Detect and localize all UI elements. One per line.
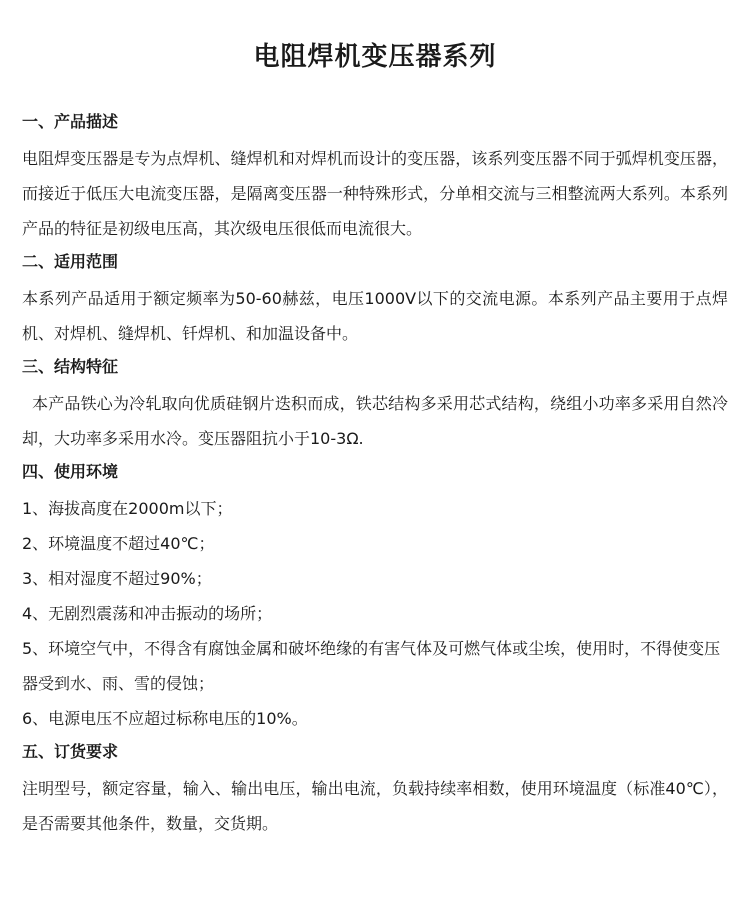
section-heading: 一、产品描述 xyxy=(22,112,119,131)
section-heading: 三、结构特征 xyxy=(22,357,119,376)
section-product-description xyxy=(22,112,728,246)
list-item: 1、海拔高度在2000m以下； xyxy=(22,499,233,518)
section-paragraph: 电阻焊变压器是专为点焊机、缝焊机和对焊机而设计的变压器，该系列变压器不同于弧焊机变压器，而接近于低压大电流变压器，是隔离变压器一种特殊形式，分单相交流与三相整流两大系列。本系列产品的特征是初级电压高，其次级电压很低而电流很大。 xyxy=(22,149,728,238)
section-scope xyxy=(22,252,728,351)
list-item: 6、电源电压不应超过标称电压的10%。 xyxy=(22,709,308,728)
document-body xyxy=(22,112,728,841)
section-paragraph: 注明型号，额定容量，输入、输出电压，输出电流，负载持续率相数，使用环境温度（标准40℃），是否需要其他条件，数量，交货期。 xyxy=(22,779,728,833)
section-heading: 四、使用环境 xyxy=(22,462,119,481)
page-title: 电阻焊机变压器系列 xyxy=(253,42,497,72)
section-environment xyxy=(22,462,728,736)
section-heading: 五、订货要求 xyxy=(22,742,119,761)
section-ordering xyxy=(22,742,728,841)
section-paragraph: 本产品铁心为冷轧取向优质硅钢片迭积而成，铁芯结构多采用芯式结构，绕组小功率多采用自然冷却，大功率多采用水冷。变压器阻抗小于10-3Ω. xyxy=(22,394,728,448)
environment-list xyxy=(22,491,728,736)
section-heading: 二、适用范围 xyxy=(22,252,119,271)
list-item: 5、环境空气中，不得含有腐蚀金属和破坏绝缘的有害气体及可燃气体或尘埃，使用时，不得使变压器受到水、雨、雪的侵蚀； xyxy=(22,639,721,693)
list-item: 2、环境温度不超过40℃； xyxy=(22,534,215,553)
section-structure xyxy=(22,357,728,456)
section-paragraph: 本系列产品适用于额定频率为50-60赫兹，电压1000V以下的交流电源。本系列产品主要用于点焊机、对焊机、缝焊机、钎焊机、和加温设备中。 xyxy=(22,289,728,343)
list-item: 3、相对湿度不超过90%； xyxy=(22,569,212,588)
list-item: 4、无剧烈震荡和冲击振动的场所； xyxy=(22,604,273,623)
